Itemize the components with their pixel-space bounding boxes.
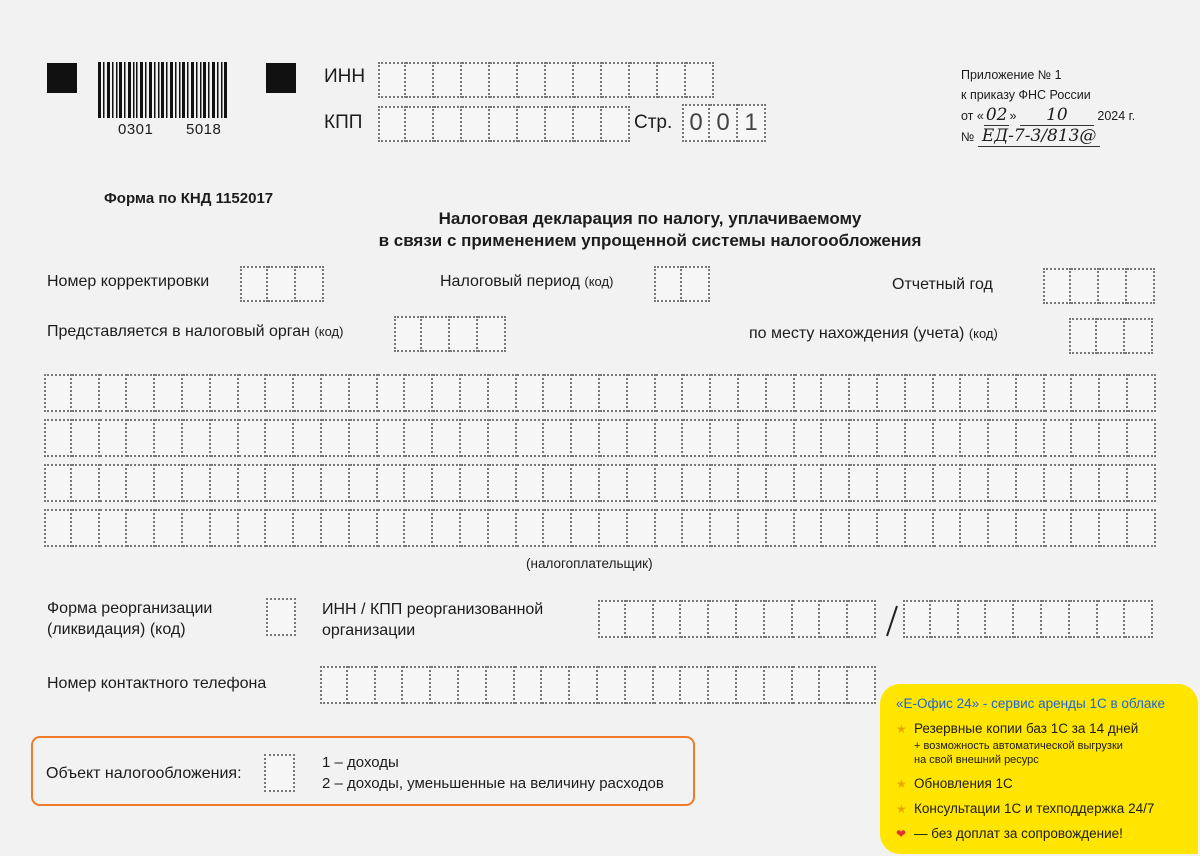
input-cell[interactable]	[350, 419, 378, 457]
input-cell[interactable]	[239, 374, 267, 412]
input-cell[interactable]	[934, 374, 962, 412]
input-cell[interactable]	[961, 419, 989, 457]
input-cell[interactable]	[1128, 374, 1156, 412]
input-cell[interactable]	[155, 464, 183, 502]
page-digit: 0	[710, 104, 738, 142]
input-cell[interactable]	[906, 464, 934, 502]
input-cell[interactable]	[127, 509, 155, 547]
input-cell[interactable]	[405, 419, 433, 457]
input-cell[interactable]	[683, 374, 711, 412]
date-mid: »	[1009, 109, 1017, 123]
input-cell[interactable]	[294, 419, 322, 457]
reorg-label-line1: Форма реорганизации	[47, 600, 213, 617]
date-prefix: от «	[961, 109, 984, 123]
input-cell[interactable]	[711, 464, 739, 502]
authority-cells[interactable]	[394, 316, 506, 352]
phone-label: Номер контактного телефона	[47, 675, 267, 692]
input-cell[interactable]	[1045, 374, 1073, 412]
promo-item-text: Консультации 1С и техподдержка 24/7	[914, 801, 1155, 816]
input-cell[interactable]	[1017, 419, 1045, 457]
input-cell[interactable]	[211, 374, 239, 412]
input-cell[interactable]	[681, 600, 709, 638]
promo-item	[896, 826, 1198, 842]
input-cell[interactable]	[934, 509, 962, 547]
input-cell[interactable]	[656, 509, 684, 547]
number-value: ЕД-7-3/813@	[978, 126, 1101, 147]
page-number-cells	[682, 104, 766, 142]
input-cell[interactable]	[737, 600, 765, 638]
input-cell[interactable]	[906, 374, 934, 412]
input-cell[interactable]	[544, 419, 572, 457]
input-cell[interactable]	[72, 419, 100, 457]
input-cell[interactable]	[350, 374, 378, 412]
input-cell[interactable]	[795, 419, 823, 457]
input-cell[interactable]	[350, 464, 378, 502]
input-cell[interactable]	[211, 419, 239, 457]
taxpayer-row[interactable]	[44, 419, 1156, 457]
input-cell[interactable]	[100, 419, 128, 457]
input-cell[interactable]	[767, 464, 795, 502]
input-cell[interactable]	[517, 419, 545, 457]
kpp-label: КПП	[324, 112, 363, 133]
input-cell[interactable]	[433, 509, 461, 547]
input-cell[interactable]	[600, 419, 628, 457]
barcode-digits-right: 5018	[186, 121, 222, 138]
input-cell[interactable]	[850, 509, 878, 547]
input-cell[interactable]	[848, 666, 876, 704]
object-code-cell[interactable]	[264, 754, 295, 792]
input-cell[interactable]	[931, 600, 959, 638]
input-cell[interactable]	[850, 419, 878, 457]
input-cell[interactable]	[793, 600, 821, 638]
input-cell[interactable]	[378, 509, 406, 547]
input-cell[interactable]	[600, 374, 628, 412]
input-cell[interactable]	[961, 509, 989, 547]
input-cell[interactable]	[906, 419, 934, 457]
input-cell[interactable]	[405, 374, 433, 412]
location-cells[interactable]	[1069, 318, 1153, 354]
input-cell[interactable]	[183, 419, 211, 457]
input-cell[interactable]	[489, 509, 517, 547]
authority-code: (код)	[314, 324, 344, 339]
input-cell[interactable]	[986, 600, 1014, 638]
taxpayer-caption: (налогоплательщик)	[526, 556, 653, 571]
input-cell[interactable]	[211, 509, 239, 547]
input-cell[interactable]	[461, 419, 489, 457]
input-cell[interactable]	[322, 509, 350, 547]
input-cell[interactable]	[683, 419, 711, 457]
input-cell[interactable]	[294, 464, 322, 502]
input-cell[interactable]	[44, 464, 72, 502]
input-cell[interactable]	[1100, 464, 1128, 502]
promo-item-sub: на свой внешний ресурс	[914, 754, 1039, 766]
input-cell[interactable]	[1017, 509, 1045, 547]
input-cell[interactable]	[433, 464, 461, 502]
input-cell[interactable]	[737, 666, 765, 704]
barcode-digits-left: 0301	[118, 121, 154, 138]
promo-item-text: — без доплат за сопровождение!	[914, 826, 1123, 841]
input-cell[interactable]	[767, 419, 795, 457]
page-label: Стр.	[634, 112, 673, 133]
authority-label	[47, 323, 343, 341]
input-cell[interactable]	[517, 374, 545, 412]
input-cell[interactable]	[431, 666, 459, 704]
input-cell[interactable]	[961, 464, 989, 502]
input-cell[interactable]	[1125, 600, 1153, 638]
input-cell[interactable]	[628, 464, 656, 502]
input-cell[interactable]	[320, 666, 348, 704]
input-cell[interactable]	[376, 666, 404, 704]
phone-cells[interactable]	[320, 666, 876, 704]
input-cell[interactable]	[403, 666, 431, 704]
page-digit: 1	[738, 104, 766, 142]
input-cell[interactable]	[820, 600, 848, 638]
input-cell[interactable]	[654, 600, 682, 638]
input-cell[interactable]	[820, 666, 848, 704]
reorg-inn-label-line2: организации	[322, 622, 416, 639]
input-cell[interactable]	[709, 600, 737, 638]
input-cell[interactable]	[683, 509, 711, 547]
input-cell[interactable]	[600, 509, 628, 547]
corner-marker-left	[47, 63, 77, 93]
input-cell[interactable]	[294, 509, 322, 547]
reorg-inn-cells[interactable]	[598, 600, 876, 638]
page-digit: 0	[682, 104, 710, 142]
input-cell[interactable]	[405, 464, 433, 502]
input-cell[interactable]	[572, 419, 600, 457]
input-cell[interactable]	[878, 464, 906, 502]
input-cell[interactable]	[155, 374, 183, 412]
input-cell[interactable]	[961, 374, 989, 412]
input-cell[interactable]	[878, 419, 906, 457]
input-cell[interactable]	[683, 464, 711, 502]
input-cell[interactable]	[1100, 419, 1128, 457]
star-icon: ★	[896, 777, 907, 791]
input-cell[interactable]	[127, 374, 155, 412]
input-cell[interactable]	[1128, 419, 1156, 457]
promo-card	[880, 684, 1198, 854]
promo-item-text: Обновления 1С	[914, 776, 1013, 791]
appendix-date	[961, 105, 1135, 126]
input-cell[interactable]	[489, 464, 517, 502]
input-cell[interactable]	[765, 666, 793, 704]
input-cell[interactable]	[739, 509, 767, 547]
reorg-inn-label-line1: ИНН / КПП реорганизованной	[322, 601, 544, 618]
input-cell[interactable]	[1017, 374, 1045, 412]
form-title-line2: в связи с применением упрощенной системы налогообложения	[378, 231, 922, 250]
slash-separator	[884, 604, 900, 638]
input-cell[interactable]	[1072, 509, 1100, 547]
input-cell[interactable]	[656, 464, 684, 502]
input-cell[interactable]	[239, 464, 267, 502]
input-cell[interactable]	[405, 509, 433, 547]
inn-cells[interactable]	[378, 62, 714, 98]
input-cell[interactable]	[598, 666, 626, 704]
input-cell[interactable]	[294, 374, 322, 412]
inn-label: ИНН	[324, 66, 366, 87]
input-cell[interactable]	[1098, 600, 1126, 638]
input-cell[interactable]	[322, 419, 350, 457]
input-cell[interactable]	[433, 419, 461, 457]
input-cell[interactable]	[711, 509, 739, 547]
input-cell[interactable]	[765, 600, 793, 638]
period-code: (код)	[584, 274, 614, 289]
input-cell[interactable]	[934, 419, 962, 457]
input-cell[interactable]	[767, 374, 795, 412]
input-cell[interactable]	[542, 666, 570, 704]
year-label: Отчетный год	[892, 276, 993, 293]
input-cell[interactable]	[878, 374, 906, 412]
promo-item-sub: + возможность автоматической выгрузки	[914, 740, 1123, 752]
date-year: 2024 г.	[1097, 109, 1136, 123]
input-cell[interactable]	[517, 509, 545, 547]
input-cell[interactable]	[127, 419, 155, 457]
input-cell[interactable]	[100, 374, 128, 412]
input-cell[interactable]	[739, 374, 767, 412]
input-cell[interactable]	[626, 600, 654, 638]
promo-item-text: Резервные копии баз 1С за 14 дней	[914, 721, 1139, 736]
promo-item	[896, 721, 1198, 767]
input-cell[interactable]	[266, 464, 294, 502]
input-cell[interactable]	[433, 374, 461, 412]
input-cell[interactable]	[572, 509, 600, 547]
input-cell[interactable]	[378, 419, 406, 457]
input-cell[interactable]	[822, 419, 850, 457]
input-cell[interactable]	[656, 419, 684, 457]
input-cell[interactable]	[600, 464, 628, 502]
input-cell[interactable]	[487, 666, 515, 704]
input-cell[interactable]	[515, 666, 543, 704]
input-cell[interactable]	[767, 509, 795, 547]
appendix-line1: Приложение № 1	[961, 68, 1062, 82]
input-cell[interactable]	[626, 666, 654, 704]
input-cell[interactable]	[793, 666, 821, 704]
year-cells[interactable]	[1043, 268, 1155, 304]
barcode	[98, 62, 228, 118]
input-cell[interactable]	[44, 419, 72, 457]
input-cell[interactable]	[378, 374, 406, 412]
input-cell[interactable]	[1100, 374, 1128, 412]
input-cell[interactable]	[709, 666, 737, 704]
form-title-line1: Налоговая декларация по налогу, уплачиваемому	[438, 209, 862, 228]
object-option-2: 2 – доходы, уменьшенные на величину расходов	[322, 775, 664, 792]
location-label	[749, 325, 998, 343]
input-cell[interactable]	[572, 374, 600, 412]
correction-cells[interactable]	[240, 266, 324, 302]
input-cell[interactable]	[850, 464, 878, 502]
input-cell[interactable]	[100, 509, 128, 547]
input-cell[interactable]	[795, 464, 823, 502]
input-cell[interactable]	[1072, 464, 1100, 502]
input-cell[interactable]	[239, 419, 267, 457]
authority-label-text: Представляется в налоговый орган	[47, 323, 310, 340]
input-cell[interactable]	[822, 374, 850, 412]
form-knd: Форма по КНД 1152017	[104, 190, 274, 207]
input-cell[interactable]	[461, 509, 489, 547]
input-cell[interactable]	[183, 509, 211, 547]
input-cell[interactable]	[1042, 600, 1070, 638]
input-cell[interactable]	[322, 464, 350, 502]
input-cell[interactable]	[739, 464, 767, 502]
input-cell[interactable]	[44, 509, 72, 547]
input-cell[interactable]	[989, 419, 1017, 457]
star-icon: ★	[896, 802, 907, 816]
input-cell[interactable]	[681, 666, 709, 704]
input-cell[interactable]	[155, 509, 183, 547]
input-cell[interactable]	[628, 419, 656, 457]
input-cell[interactable]	[959, 600, 987, 638]
input-cell[interactable]	[598, 600, 626, 638]
input-cell[interactable]	[461, 464, 489, 502]
input-cell[interactable]	[654, 666, 682, 704]
input-cell[interactable]	[572, 464, 600, 502]
input-cell[interactable]	[183, 374, 211, 412]
period-label-text: Налоговый период	[440, 273, 580, 290]
input-cell[interactable]	[1045, 509, 1073, 547]
input-cell[interactable]	[628, 509, 656, 547]
input-cell[interactable]	[822, 509, 850, 547]
appendix-line2: к приказу ФНС России	[961, 88, 1091, 102]
input-cell[interactable]	[266, 419, 294, 457]
input-cell[interactable]	[544, 509, 572, 547]
input-cell[interactable]	[322, 374, 350, 412]
input-cell[interactable]	[906, 509, 934, 547]
input-cell[interactable]	[934, 464, 962, 502]
promo-item	[896, 776, 1198, 792]
input-cell[interactable]	[850, 374, 878, 412]
input-cell[interactable]	[183, 464, 211, 502]
input-cell[interactable]	[459, 666, 487, 704]
input-cell[interactable]	[1100, 509, 1128, 547]
input-cell[interactable]	[903, 600, 931, 638]
input-cell[interactable]	[544, 374, 572, 412]
input-cell[interactable]	[72, 374, 100, 412]
heart-icon: ❤	[896, 827, 907, 841]
reorg-kpp-cells[interactable]	[903, 600, 1153, 638]
input-cell[interactable]	[266, 374, 294, 412]
input-cell[interactable]	[100, 464, 128, 502]
input-cell[interactable]	[795, 509, 823, 547]
taxpayer-row[interactable]	[44, 509, 1156, 547]
input-cell[interactable]	[461, 374, 489, 412]
input-cell[interactable]	[544, 464, 572, 502]
input-cell[interactable]	[848, 600, 876, 638]
input-cell[interactable]	[711, 374, 739, 412]
input-cell[interactable]	[739, 419, 767, 457]
input-cell[interactable]	[1072, 374, 1100, 412]
reorg-code-cells[interactable]	[266, 598, 296, 636]
input-cell[interactable]	[378, 464, 406, 502]
kpp-cells[interactable]	[378, 106, 630, 142]
period-label	[440, 273, 613, 291]
taxpayer-row[interactable]	[44, 464, 1156, 502]
input-cell[interactable]	[1045, 419, 1073, 457]
input-cell[interactable]	[266, 509, 294, 547]
input-cell[interactable]	[1072, 419, 1100, 457]
date-month: 10	[1020, 105, 1094, 126]
input-cell[interactable]	[1128, 464, 1156, 502]
location-label-text: по месту нахождения (учета)	[749, 325, 965, 342]
input-cell[interactable]	[44, 374, 72, 412]
location-code: (код)	[968, 326, 998, 341]
input-cell[interactable]	[1014, 600, 1042, 638]
input-cell[interactable]	[822, 464, 850, 502]
input-cell[interactable]	[239, 509, 267, 547]
period-cells[interactable]	[654, 266, 710, 302]
input-cell[interactable]	[1128, 509, 1156, 547]
star-icon: ★	[896, 722, 907, 736]
input-cell[interactable]	[711, 419, 739, 457]
input-cell[interactable]	[155, 419, 183, 457]
input-cell[interactable]	[989, 509, 1017, 547]
input-cell[interactable]	[795, 374, 823, 412]
input-cell[interactable]	[628, 374, 656, 412]
reorg-label-line2: (ликвидация) (код)	[47, 621, 186, 638]
input-cell[interactable]	[489, 419, 517, 457]
object-option-1: 1 – доходы	[322, 754, 399, 771]
input-cell[interactable]	[127, 464, 155, 502]
input-cell[interactable]	[489, 374, 517, 412]
correction-label: Номер корректировки	[47, 273, 210, 290]
appendix-note	[961, 65, 1135, 147]
input-cell[interactable]	[1070, 600, 1098, 638]
input-cell[interactable]	[656, 374, 684, 412]
number-prefix: №	[961, 130, 975, 144]
input-cell[interactable]	[878, 509, 906, 547]
input-cell[interactable]	[1045, 464, 1073, 502]
input-cell[interactable]	[348, 666, 376, 704]
input-cell[interactable]	[989, 374, 1017, 412]
input-cell[interactable]	[570, 666, 598, 704]
corner-marker-right	[266, 63, 296, 93]
input-cell[interactable]	[1017, 464, 1045, 502]
object-label: Объект налогообложения:	[46, 765, 242, 782]
taxpayer-row[interactable]	[44, 374, 1156, 412]
input-cell[interactable]	[517, 464, 545, 502]
input-cell[interactable]	[350, 509, 378, 547]
appendix-number	[961, 126, 1135, 147]
promo-title: «Е-Офис 24» - сервис аренды 1С в облаке	[896, 696, 1165, 711]
date-day: 02	[985, 105, 1008, 125]
promo-item	[896, 801, 1198, 817]
input-cell[interactable]	[72, 509, 100, 547]
input-cell[interactable]	[989, 464, 1017, 502]
input-cell[interactable]	[211, 464, 239, 502]
input-cell[interactable]	[72, 464, 100, 502]
